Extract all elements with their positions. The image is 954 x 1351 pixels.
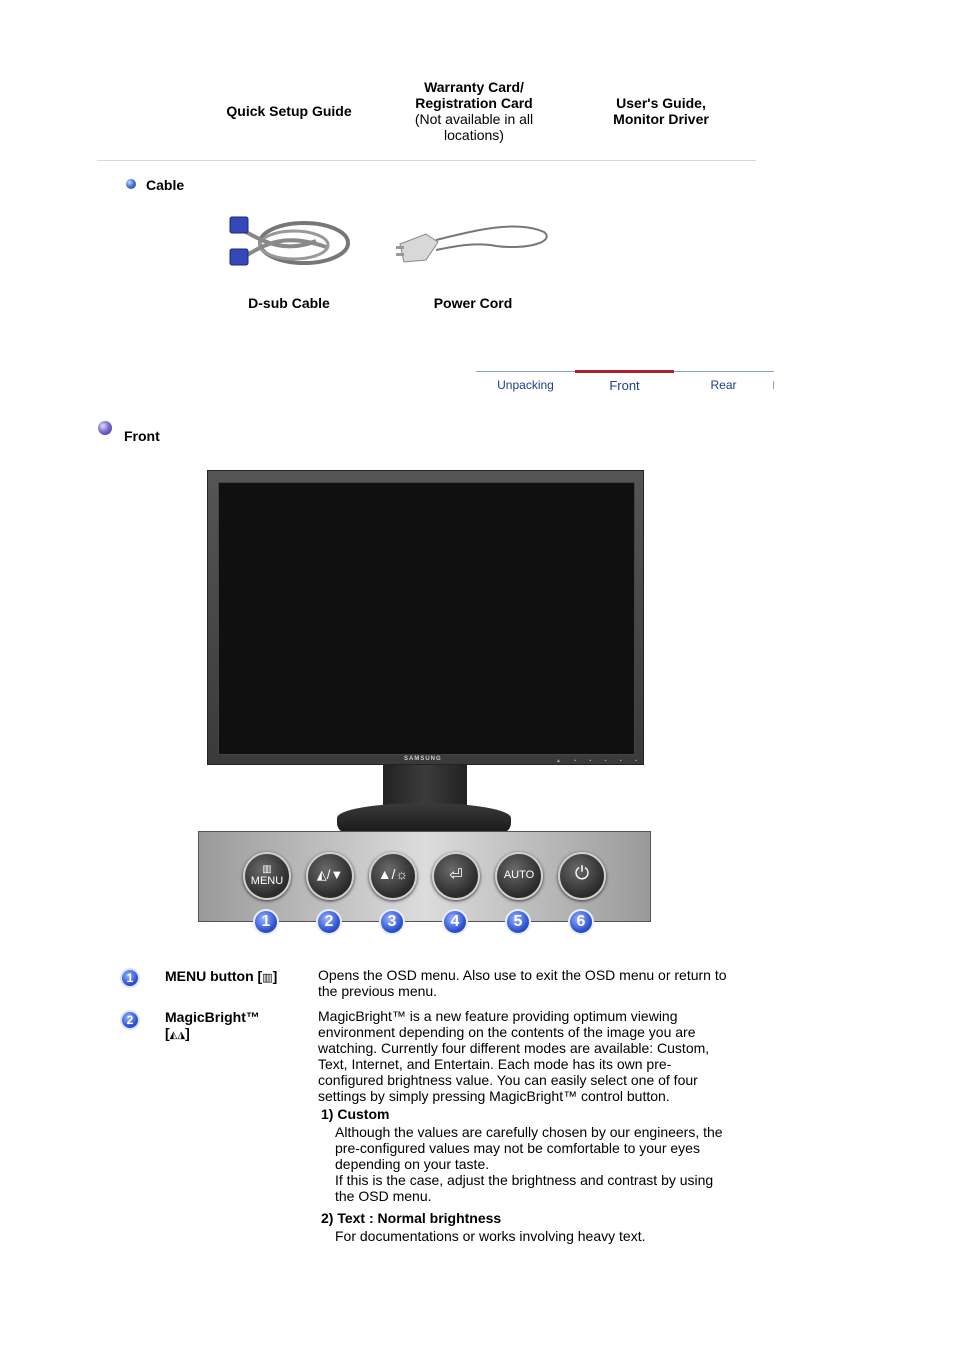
text-subheading: 2) Text : Normal brightness [321,1210,502,1226]
dsub-cable-image [226,213,352,275]
number-badge-3: 3 [379,909,405,935]
brand-logo: SAMSUNG [404,756,442,762]
users-guide-label [580,95,742,127]
menu-button [243,852,291,900]
text-description: For documentations or works involving heavy text. [335,1228,646,1244]
warranty-line-1: Warranty Card/ [424,79,524,95]
power-cord-label: Power Cord [433,295,513,311]
power-icon: ⏻ [574,863,590,883]
menu-small-icon: ▥ [262,972,273,984]
monitor-screen [218,482,635,755]
menu-button-description: Opens the OSD menu. Also use to exit the OSD menu or return to the previous menu. [318,967,727,999]
cable-heading: Cable [146,177,185,193]
up-brightness-icon: ▲/☼ [377,866,409,882]
section-tabs [476,371,774,398]
number-badge-5: 5 [505,909,531,935]
number-badge-4: 4 [442,909,468,935]
magicbright-button [306,852,354,900]
auto-button-label: AUTO [503,869,535,881]
tab-front[interactable]: Front [575,370,674,399]
item-number-2: 2 [120,1010,140,1030]
menu-button-label: MENU [250,875,284,887]
warranty-line-2: Registration Card [415,95,533,111]
magicbright-title: MagicBright™ [◭◮] [165,1009,260,1041]
monitor-base [337,803,511,833]
magicbright-down-icon: ◭/▼ [316,867,344,882]
quick-setup-guide-label: Quick Setup Guide [226,103,352,119]
auto-button [495,852,543,900]
warranty-note-2: locations) [444,127,504,143]
warranty-card-label [390,79,558,143]
section-divider [97,160,756,161]
brightness-button [369,852,417,900]
tab-separator [773,381,774,389]
bullet-icon [126,179,136,189]
tab-unpacking[interactable]: Unpacking [497,378,554,392]
magicbright-small-icon: ◭◮ [169,1030,186,1041]
custom-subheading: 1) Custom [321,1106,390,1122]
users-guide-line-2: Monitor Driver [613,111,709,127]
front-heading: Front [124,428,160,444]
dsub-cable-label: D-sub Cable [248,295,330,311]
item-number-1: 1 [120,968,140,988]
custom-description: Although the values are carefully chosen by our engineers, the pre-configured values may not be comfortable to your eyes depending on your taste. If this is the case, adjust the brightness and contrast by using the OSD menu. [335,1124,723,1204]
power-cord-image [396,220,552,270]
monitor-image [207,470,644,765]
number-badge-6: 6 [568,909,594,935]
power-button [558,852,606,900]
enter-icon: ⏎ [449,867,463,884]
number-badge-1: 1 [253,909,279,935]
warranty-note-1: (Not available in all [414,111,534,127]
magicbright-description: MagicBright™ is a new feature providing optimum viewing environment depending on the contents of the image you are watching. Currently four different modes are available: Custom, Text, Internet, and Entertain. Each mode has its own pre- configured brightness value. You can easily select one of four settings by simply pressing MagicBright™ control button. 1) Custom Although the values are carefully chosen by our engineers, the pre-configured values may not be comfortable to your eyes depending on your taste. If this is the case, adjust the brightness and contrast by using the OSD menu. 2) Text : Normal brightness For documentations or works involving heavy text. [318,1008,748,1244]
menu-button-title: MENU button [▥] [165,968,278,984]
tab-rear[interactable]: Rear [710,378,737,392]
menu-icon: ▥ [262,864,272,875]
bullet-icon [98,421,112,435]
monitor-button-dots: ▲ ▪ ▪ ▪ ▪ ▪ [556,758,643,764]
number-badge-2: 2 [316,909,342,935]
enter-button [432,852,480,900]
users-guide-line-1: User's Guide, [616,95,706,111]
